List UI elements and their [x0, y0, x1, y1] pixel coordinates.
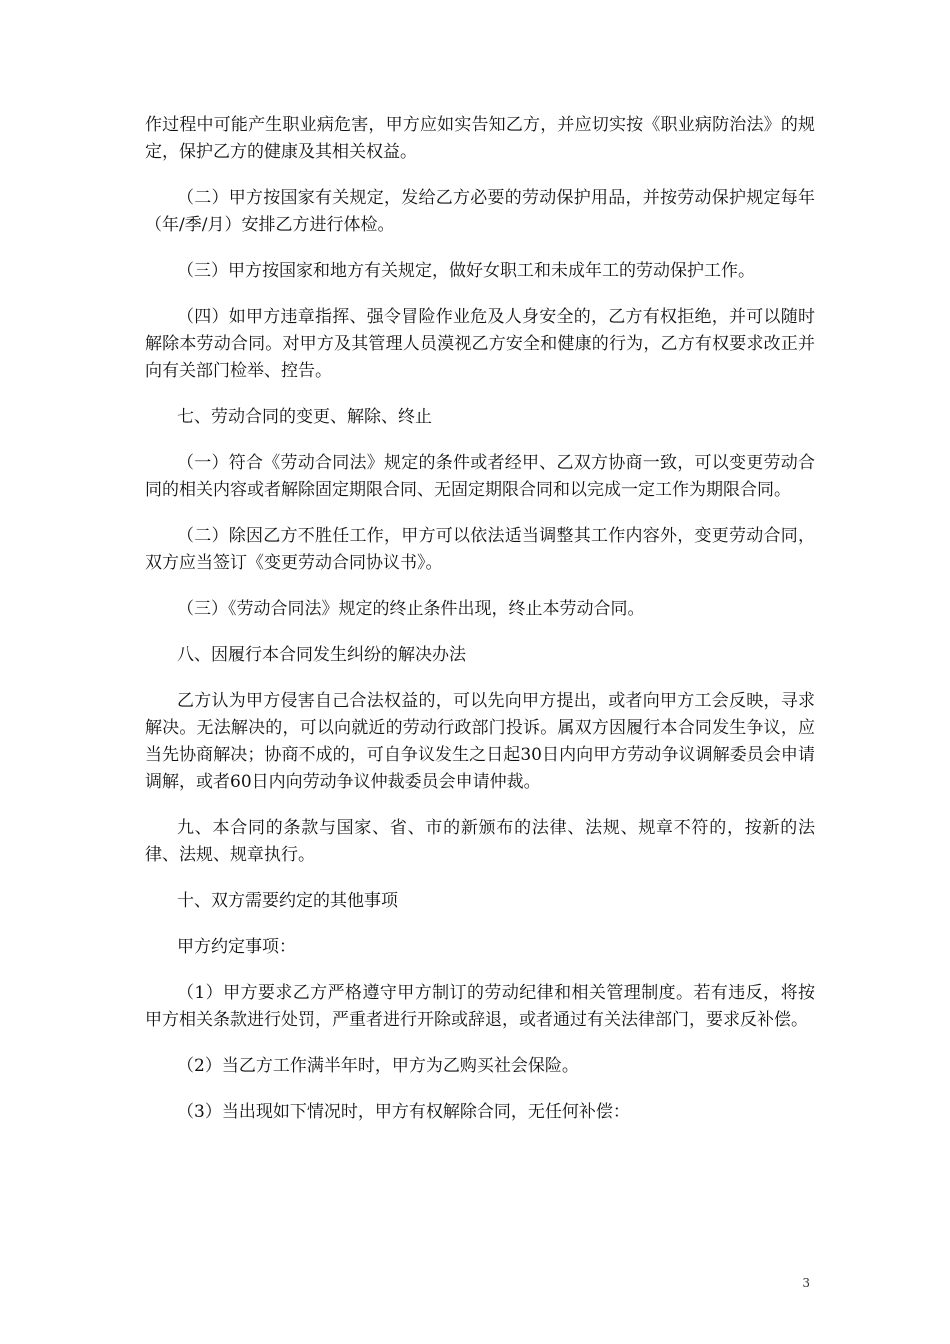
paragraph-change-agreement-form: （二）除因乙方不胜任工作，甲方可以依法适当调整其工作内容外，变更劳动合同，双方应当签订《变更劳动合同协议书》。 [145, 526, 815, 573]
paragraph-change-by-agreement: （一）符合《劳动合同法》规定的条件或者经甲、乙双方协商一致，可以变更劳动合同的相关内容或者解除固定期限合同、无固定期限合同和以完成一定工作为期限合同。 [145, 453, 815, 500]
document-body [145, 112, 815, 1145]
paragraph-female-minor-workers: （三）甲方按国家和地方有关规定，做好女职工和未成年工的劳动保护工作。 [177, 261, 755, 281]
paragraph-term-1: （1）甲方要求乙方严格遵守甲方制订的劳动纪律和相关管理制度。若有违反，将按甲方相关条款进行处罚，严重者进行开除或辞退，或者通过有关法律部门，要求反补偿。 [145, 983, 815, 1030]
section-heading-nine: 九、本合同的条款与国家、省、市的新颁布的法律、法规、规章不符的，按新的法律、法规、规章执行。 [145, 818, 815, 865]
paragraph-occupational-hazard: 作过程中可能产生职业病危害，甲方应如实告知乙方，并应切实按《职业病防治法》的规定，保护乙方的健康及其相关权益。 [145, 115, 815, 162]
section-heading-seven: 七、劳动合同的变更、解除、终止 [177, 407, 432, 427]
paragraph-protective-equipment: （二）甲方按国家有关规定，发给乙方必要的劳动保护用品，并按劳动保护规定每年（年/季/月）安排乙方进行体检。 [145, 188, 815, 235]
paragraph-refuse-unsafe-orders: （四）如甲方违章指挥、强令冒险作业危及人身安全的，乙方有权拒绝，并可以随时解除本劳动合同。对甲方及其管理人员漠视乙方安全和健康的行为，乙方有权要求改正并向有关部门检举、控告。 [145, 307, 815, 381]
section-heading-eight: 八、因履行本合同发生纠纷的解决办法 [177, 645, 466, 665]
paragraph-termination-conditions: （三）《劳动合同法》规定的终止条件出现，终止本劳动合同。 [177, 599, 645, 619]
paragraph-term-3: （3）当出现如下情况时，甲方有权解除合同，无任何补偿： [177, 1102, 630, 1122]
section-heading-ten: 十、双方需要约定的其他事项 [177, 891, 398, 911]
paragraph-term-2: （2）当乙方工作满半年时，甲方为乙购买社会保险。 [177, 1056, 579, 1076]
page-number: 3 [802, 1276, 810, 1290]
paragraph-dispute-resolution: 乙方认为甲方侵害自己合法权益的，可以先向甲方提出，或者向甲方工会反映，寻求解决。无法解决的，可以向就近的劳动行政部门投诉。属双方因履行本合同发生争议，应当先协商解决；协商不成的，可自争议发生之日起30日内向甲方劳动争议调解委员会申请调解，或者60日内向劳动争议仲裁委员会申请仲裁。 [145, 691, 815, 792]
paragraph-party-a-terms-label: 甲方约定事项： [177, 937, 296, 957]
